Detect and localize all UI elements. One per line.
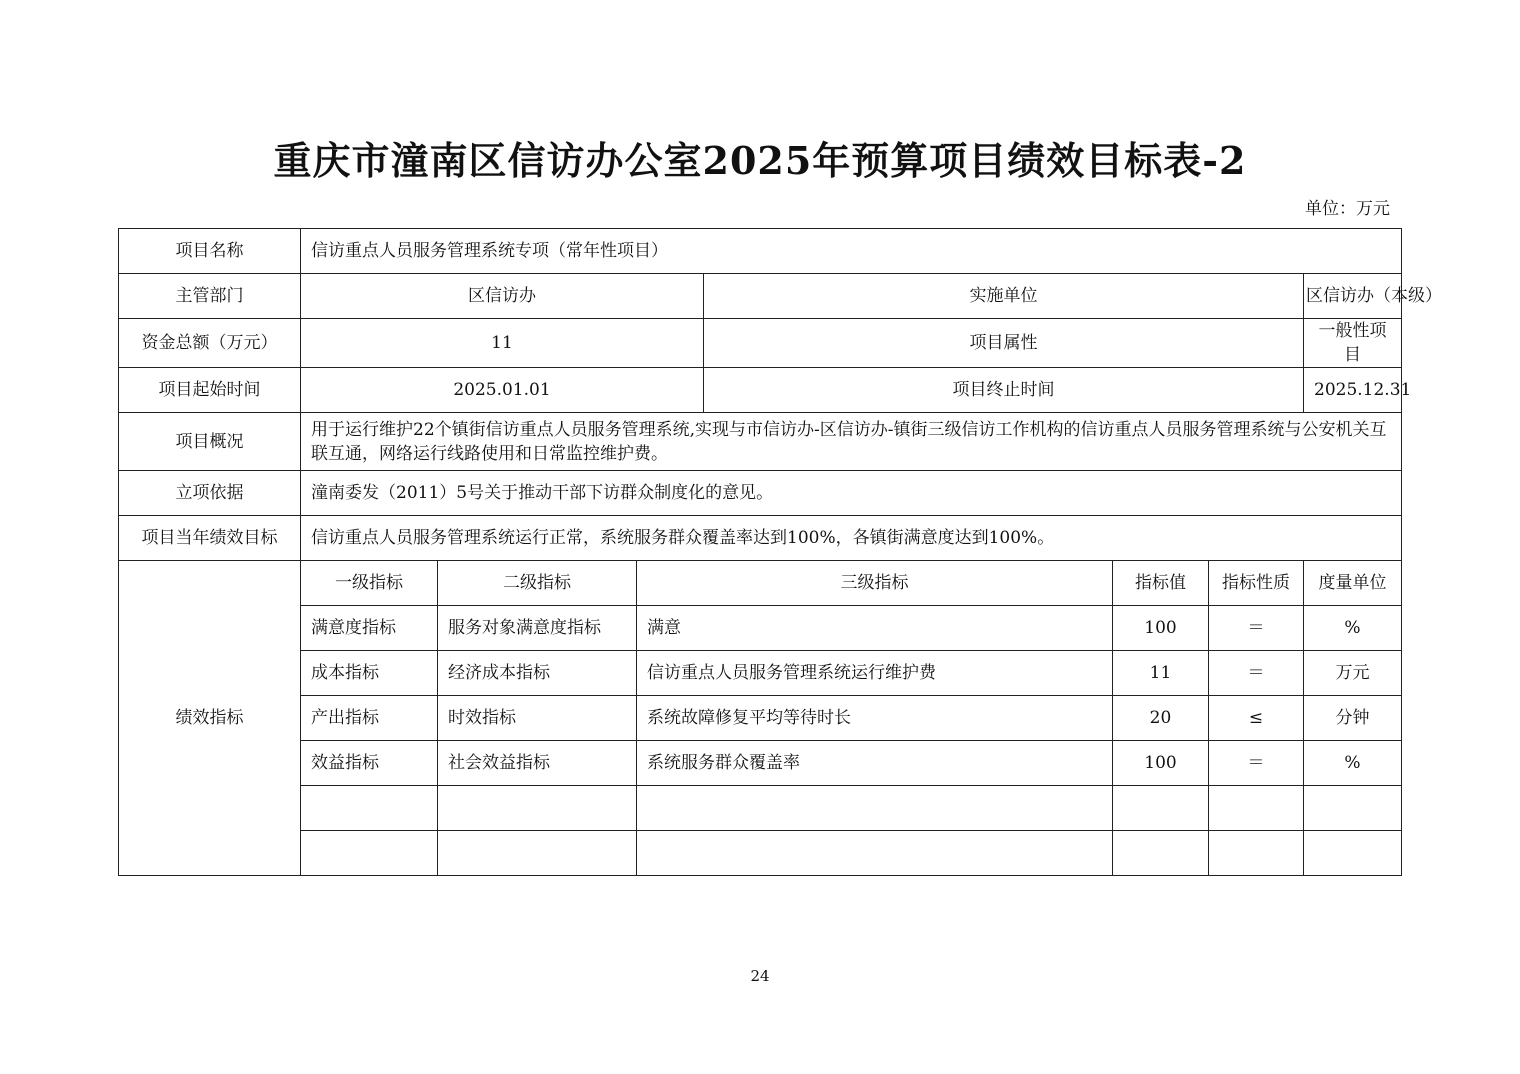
kpi-unit: % [1304,741,1402,786]
dept-label: 主管部门 [119,274,301,319]
kpi-level3: 系统故障修复平均等待时长 [637,696,1113,741]
kpi-value: 100 [1113,741,1209,786]
empty-cell [438,831,637,876]
kpi-header-row [119,561,1402,606]
kpi-level2: 时效指标 [438,696,637,741]
kpi-level1: 产出指标 [301,696,438,741]
kpi-nature: ＝ [1209,651,1304,696]
kpi-empty-row [119,831,1402,876]
empty-cell [1304,831,1402,876]
empty-cell [1304,786,1402,831]
row-overview [119,413,1402,471]
start-value: 2025.01.01 [301,368,704,413]
kpi-level1: 成本指标 [301,651,438,696]
kpi-unit: 分钟 [1304,696,1402,741]
end-label: 项目终止时间 [704,368,1304,413]
kpi-value: 11 [1113,651,1209,696]
kpi-level1: 效益指标 [301,741,438,786]
row-dept [119,274,1402,319]
empty-cell [637,831,1113,876]
overview-value: 用于运行维护22个镇街信访重点人员服务管理系统,实现与市信访办-区信访办-镇街三级信访工作机构的信访重点人员服务管理系统与公安机关互联互通，网络运行线路使用和日常监控维护费。 [301,413,1402,471]
kpi-level2: 社会效益指标 [438,741,637,786]
row-project-name [119,229,1402,274]
kpi-row [119,696,1402,741]
unit-label: 单位：万元 [1305,199,1390,219]
kpi-value: 20 [1113,696,1209,741]
end-value: 2025.12.31 [1304,368,1402,413]
kpi-level3: 满意 [637,606,1113,651]
empty-cell [1209,786,1304,831]
kpi-nature: ＝ [1209,741,1304,786]
page-number: 24 [750,967,770,985]
kpi-nature: ＝ [1209,606,1304,651]
overview-label: 项目概况 [119,413,301,471]
basis-label: 立项依据 [119,471,301,516]
kpi-header-level2: 二级指标 [438,561,637,606]
kpi-row [119,741,1402,786]
project-name-label: 项目名称 [119,229,301,274]
kpi-value: 100 [1113,606,1209,651]
kpi-row [119,606,1402,651]
kpi-level2: 经济成本指标 [438,651,637,696]
kpi-level1: 满意度指标 [301,606,438,651]
empty-cell [637,786,1113,831]
kpi-header-nature: 指标性质 [1209,561,1304,606]
kpi-level3: 系统服务群众覆盖率 [637,741,1113,786]
kpi-header-level1: 一级指标 [301,561,438,606]
empty-cell [1209,831,1304,876]
kpi-level2: 服务对象满意度指标 [438,606,637,651]
goal-value: 信访重点人员服务管理系统运行正常，系统服务群众覆盖率达到100%，各镇街满意度达到100%。 [301,516,1402,561]
row-goal [119,516,1402,561]
kpi-header-value: 指标值 [1113,561,1209,606]
attr-value: 一般性项目 [1304,319,1402,368]
kpi-row [119,651,1402,696]
kpi-nature: ≤ [1209,696,1304,741]
fund-value: 11 [301,319,704,368]
start-label: 项目起始时间 [119,368,301,413]
empty-cell [1113,831,1209,876]
basis-value: 潼南委发（2011）5号关于推动干部下访群众制度化的意见。 [301,471,1402,516]
dept-value: 区信访办 [301,274,704,319]
performance-table [118,228,1442,876]
empty-cell [301,831,438,876]
empty-cell [438,786,637,831]
kpi-header-level3: 三级指标 [637,561,1113,606]
kpi-unit: % [1304,606,1402,651]
impl-value: 区信访办（本级） [1304,274,1402,319]
row-fund [119,319,1402,368]
row-basis [119,471,1402,516]
impl-label: 实施单位 [704,274,1304,319]
project-name-value: 信访重点人员服务管理系统专项（常年性项目） [301,229,1402,274]
goal-label: 项目当年绩效目标 [119,516,301,561]
attr-label: 项目属性 [704,319,1304,368]
kpi-header-unit: 度量单位 [1304,561,1402,606]
kpi-empty-row [119,786,1402,831]
empty-cell [1113,786,1209,831]
fund-label: 资金总额（万元） [119,319,301,368]
row-time [119,368,1402,413]
page-title: 重庆市潼南区信访办公室2025年预算项目绩效目标表-2 [273,138,1247,183]
kpi-level3: 信访重点人员服务管理系统运行维护费 [637,651,1113,696]
empty-cell [301,786,438,831]
kpi-section-label: 绩效指标 [119,561,301,876]
kpi-unit: 万元 [1304,651,1402,696]
